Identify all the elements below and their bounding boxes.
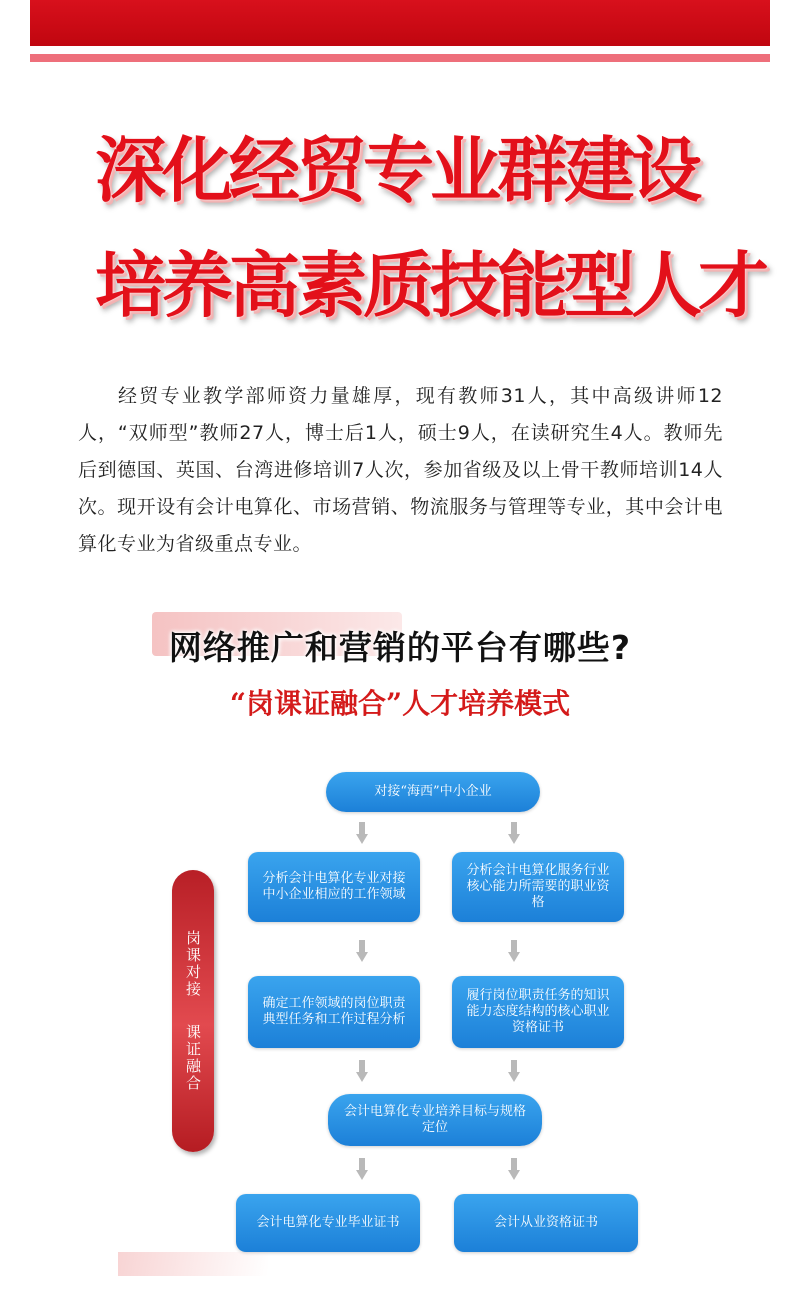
bottom-decoration [118,1252,268,1276]
arrow-down-icon [508,940,520,962]
arrow-down-icon [356,1060,368,1082]
arrow-down-icon [356,1158,368,1180]
arrow-down-icon [356,940,368,962]
flow-node-left-1: 分析会计电算化专业对接中小企业相应的工作领域 [248,852,420,922]
side-label-bottom: 课证融合 [184,1024,202,1092]
flow-node-bottom-left: 会计电算化专业毕业证书 [236,1194,420,1252]
side-label-top: 岗课对接 [184,930,202,998]
flow-node-right-2: 履行岗位职责任务的知识能力态度结构的核心职业资格证书 [452,976,624,1048]
top-pink-line [30,54,770,62]
model-subtitle: “岗课证融合”人才培养模式 [229,687,571,720]
overlay-title: 网络推广和营销的平台有哪些? [168,628,632,667]
headline-line-1: 深化经贸专业群建设 [95,128,699,212]
flow-node-right-1: 分析会计电算化服务行业核心能力所需要的职业资格 [452,852,624,922]
side-label-bar [172,870,214,1152]
arrow-down-icon [508,1158,520,1180]
flow-node-left-2: 确定工作领域的岗位职责典型任务和工作过程分析 [248,976,420,1048]
flow-node-top: 对接“海西”中小企业 [326,772,540,812]
flow-node-middle: 会计电算化专业培养目标与规格定位 [328,1094,542,1146]
flow-node-bottom-right: 会计从业资格证书 [454,1194,638,1252]
arrow-down-icon [508,1060,520,1082]
arrow-down-icon [356,822,368,844]
headline-line-2: 培养高素质技能型人才 [95,243,766,327]
arrow-down-icon [508,822,520,844]
intro-paragraph: 经贸专业教学部师资力量雄厚，现有教师31人，其中高级讲师12人，“双师型”教师27人，博士后1人，硕士9人，在读研究生4人。教师先后到德国、英国、台湾进修培训7人次，参加省级及以上骨干教师培训14人次。现开设有会计电算化、市场营销、物流服务与管理等专业，其中会计电算化专业为省级重点专业。 [78,385,723,555]
top-red-band [30,0,770,46]
